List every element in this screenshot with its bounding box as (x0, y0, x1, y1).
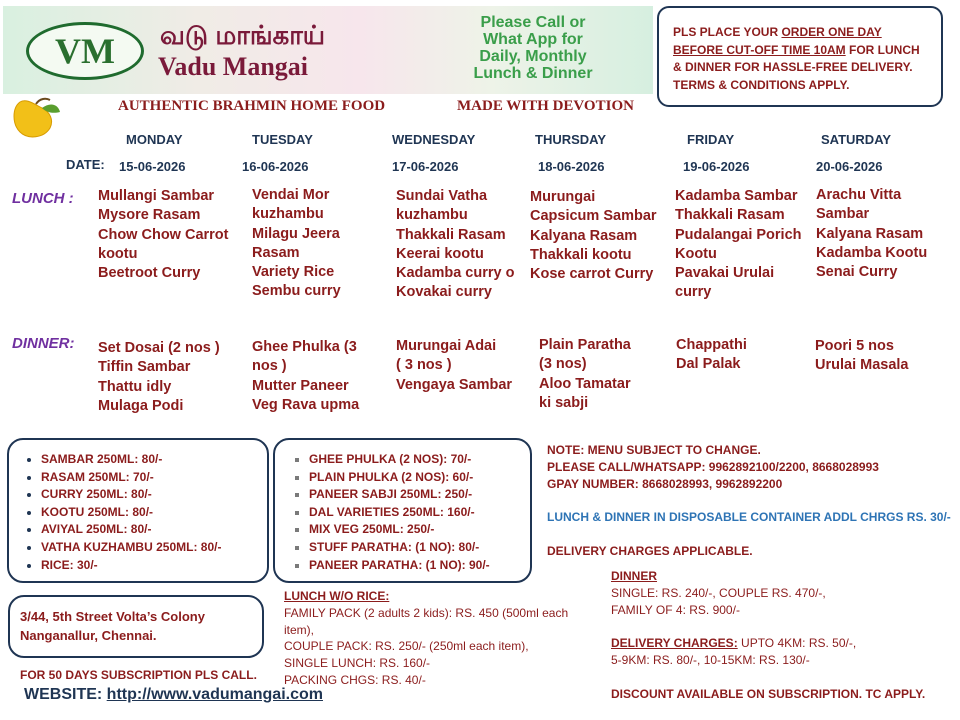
day-thursday: THURSDAY (535, 132, 607, 147)
dinner-thursday: Plain Paratha (3 nos) Aloo Tamatar ki sabji (539, 337, 631, 411)
order-note-box: PLS PLACE YOUR ORDER ONE DAY BEFORE CUT-OFF TIME 10AM FOR LUNCH & DINNER FOR HASSLE-FREE DELIVERY. TERMS & CONDITIONS APPLY. (657, 6, 943, 107)
mango-icon (6, 94, 62, 142)
dinner-monday: Set Dosai (2 nos ) Tiffin Sambar Thattu idly Mulaga Podi (98, 340, 220, 414)
curry-price-list (7, 438, 269, 583)
price-item: ▪ DAL VARIETIES 250ML: 160/- (309, 504, 530, 522)
address-box: 3/44, 5th Street Volta’s Colony Nanganallur, Chennai. (8, 595, 264, 658)
lunch-thursday: Murungai Capsicum Sambar Kalyana Rasam Thakkali kootu Kose carrot Curry (530, 189, 657, 283)
dinner-saturday: Poori 5 nos Urulai Masala (815, 338, 909, 374)
date-friday: 19-06-2026 (683, 159, 750, 174)
price-item: • CURRY 250ML: 80/- (41, 486, 267, 504)
lunch-friday: Kadamba Sambar Thakkali Rasam Pudalangai Porich Kootu Pavakai Urulai curry (675, 188, 802, 301)
price-item: • AVIYAL 250ML: 80/- (41, 521, 267, 539)
website-link[interactable]: http://www.vadumangai.com (106, 686, 323, 703)
day-saturday: SATURDAY (821, 132, 892, 147)
lunch-label: LUNCH : (12, 190, 74, 207)
discount-note: DISCOUNT AVAILABLE ON SUBSCRIPTION. TC APPLY. (611, 686, 926, 701)
lunch-tuesday: Vendai Mor kuzhambu Milagu Jeera Rasam Variety Rice Sembu curry (252, 187, 341, 300)
lunch-wednesday: Sundai Vatha kuzhambu Thakkali Rasam Keerai kootu Kadamba curry o Kovakai curry (396, 188, 515, 301)
dinner-friday: Chappathi Dal Palak (676, 337, 747, 373)
date-saturday: 20-06-2026 (816, 159, 883, 174)
vm-logo: VM (26, 22, 144, 80)
brand-name-tamil: வடு மாங்காய் (160, 20, 326, 50)
price-item: ▪ GHEE PHULKA (2 NOS): 70/- (309, 451, 530, 469)
dinner-wednesday: Murungai Adai ( 3 nos ) Vengaya Sambar (396, 338, 513, 393)
day-monday: MONDAY (126, 132, 183, 147)
lunch-without-rice: LUNCH W/O RICE: FAMILY PACK (2 adults 2 kids): RS. 450 (500ml each item), COUPLE PACK: RS. 250/- (250ml each item), SINGLE LUNCH: RS. 160/- PACKING CHGS: RS. 40/- (284, 589, 569, 687)
delivery-charges-title: DELIVERY CHARGES: (611, 636, 738, 651)
dinner-label: DINNER: (12, 335, 75, 352)
website: WEBSITE: http://www.vadumangai.com (24, 686, 323, 703)
date-tuesday: 16-06-2026 (242, 159, 309, 174)
price-item: ▪ MIX VEG 250ML: 250/- (309, 521, 530, 539)
price-item: ▪ PANEER PARATHA: (1 NO): 90/- (309, 557, 530, 575)
dinner-prices: DINNER SINGLE: RS. 240/-, COUPLE RS. 470/-, FAMILY OF 4: RS. 900/- DELIVERY CHARGES: UPTO 4KM: RS. 50/-, 5-9KM: RS. 80/-, 10-15KM: RS. 130/- DISCOUNT AVAILABLE ON SUBSCRIPTION. TC APPLY. (611, 568, 951, 703)
subscription-note: FOR 50 DAYS SUBSCRIPTION PLS CALL. (20, 668, 257, 682)
call-whatsapp-banner: Please Call or What App for Daily, Monthly Lunch & Dinner (473, 14, 593, 82)
bread-price-list (273, 438, 532, 583)
tagline-devotion: MADE WITH DEVOTION (457, 98, 634, 114)
day-friday: FRIDAY (687, 132, 735, 147)
price-item: ▪ STUFF PARATHA: (1 NO): 80/- (309, 539, 530, 557)
date-label: DATE: (66, 157, 105, 172)
price-item: • RASAM 250ML: 70/- (41, 469, 267, 487)
brand-name: Vadu Mangai (158, 52, 309, 81)
dinner-tuesday: Ghee Phulka (3 nos ) Mutter Paneer Veg Rava upma (252, 339, 360, 413)
price-item: • KOOTU 250ML: 80/- (41, 504, 267, 522)
lunch-saturday: Arachu Vitta Sambar Kalyana Rasam Kadamba Kootu Senai Curry (816, 187, 928, 281)
day-tuesday: TUESDAY (252, 132, 313, 147)
lunch-monday: Mullangi Sambar Mysore Rasam Chow Chow Carrot kootu Beetroot Curry (98, 188, 229, 282)
date-monday: 15-06-2026 (119, 159, 186, 174)
date-wednesday: 17-06-2026 (392, 159, 459, 174)
date-thursday: 18-06-2026 (538, 159, 605, 174)
day-wednesday: WEDNESDAY (392, 132, 476, 147)
price-item: ▪ PANEER SABJI 250ML: 250/- (309, 486, 530, 504)
price-item: ▪ PLAIN PHULKA (2 NOS): 60/- (309, 469, 530, 487)
notes-block: NOTE: MENU SUBJECT TO CHANGE. PLEASE CALL/WHATSAPP: 9962892100/2200, 8668028993 GPAY NUMBER: 8668028993, 9962892200 LUNCH & DINNER IN DISPOSABLE CONTAINER ADDL CHRGS RS. 30/- DELIVERY CHARGES APPLICABLE. (547, 443, 951, 559)
price-item: • SAMBAR 250ML: 80/- (41, 451, 267, 469)
price-item: • VATHA KUZHAMBU 250ML: 80/- (41, 539, 267, 557)
price-item: • RICE: 30/- (41, 557, 267, 575)
tagline-authentic: AUTHENTIC BRAHMIN HOME FOOD (118, 98, 386, 114)
